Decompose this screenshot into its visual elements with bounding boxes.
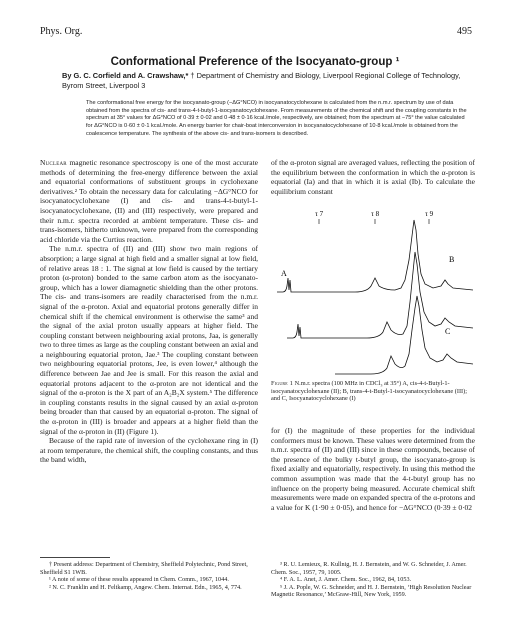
footnote-5: ⁵ J. A. Pople, W. G. Schneider, and H. J. Bernstein, ‘High Resolution Nuclear Magnetic Resonance,’ McGraw-Hill, New York, 1959. (271, 583, 472, 599)
right-column-top (271, 158, 475, 202)
left-column (40, 158, 258, 558)
tau-label-9: τ 9 (425, 210, 434, 218)
author-block (62, 71, 470, 90)
tau-label-7: τ 7 (315, 210, 324, 218)
journal-name: Phys. Org. (40, 26, 83, 37)
figure-caption-label: Figure 1 (271, 380, 294, 387)
right-bottom-paragraph: for (I) the magnitude of these properties for the individual conformers must be known. These values were determined from the n.m.r. spectra of (II) and (III) since in these compounds, because of the presence of the bulky t-butyl group, the isocyanato-group is fixed axially and equatorially, respectively. In using this method the common assumption was made that the 4-t-butyl group has no influence on the property being measured. Accurate chemical shift measurements were made on expanded spectra of the α-protons and a value for K (1·90 ± 0·05), and hence for −ΔG°NCO (0·39 ± 0·02 (271, 426, 475, 512)
article-title: Conformational Preference of the Isocyanato-group ¹ (110, 56, 400, 68)
author-affiliation: † Department of Chemistry and Biology, Liverpool Regional College of Technology, Byrom Street, Liverpool 3 (62, 71, 461, 90)
paragraph-3: Because of the rapid rate of inversion of the cyclohexane ring in (I) at room temperature, the chemical shift, the coupling constants, and thus the band width, (40, 436, 258, 465)
running-header (40, 26, 472, 38)
abstract: The conformational free energy for the isocyanato-group (−ΔG°NCO) in isocyanatocyclohexane is calculated from the n.m.r. spectrum by use of data obtained from the spectra of cis- and trans-4-t-butyl-1-isocyanatocyclohexane. From measurements of the chemical shift and the coupling constants in the spectrum at 35° values for ΔG°NCO of 0·39 ± 0·02 and 0·48 ± 0·16 kcal./mole, respectively, are obtained; from the spectrum at −75° the value calculated for ΔG°NCO is 0·60 ± 0·1 kcal./mole. An energy barrier for chair-boat interconversion in isocyanatocyclohexane of 10·8 kcal./mole is obtained from the coalescence temperature. The synthesis of the above cis- and trans-isomers is described. (86, 100, 467, 137)
paragraph-1-text: magnetic resonance spectroscopy is one of the most accurate methods of determining the free-energy difference between the axial and equatorial conformations of substituent groups in cyclohexane derivatives.² To obtain the necessary data for calculating −ΔG°NCO for isocyanatocyclohexane (I) and cis- and trans-4-t-butyl-1-isocyanatocyclohexane, (II) and (III) respectively, were prepared and their n.m.r. spectra recorded at ambient temperature. These cis- and trans-isomers, hitherto unknown, were prepared from the corresponding acid chloride via the Curtius reaction. (40, 158, 258, 244)
tau-label-8: τ 8 (371, 210, 380, 218)
author-byline: By G. C. Corfield and A. Crawshaw,* (62, 71, 189, 80)
footnotes-left (40, 561, 258, 591)
trace-b-path (287, 252, 473, 338)
footnote-4: ⁴ F. A. L. Anet, J. Amer. Chem. Soc., 1962, 84, 1053. (280, 576, 412, 584)
right-top-paragraph: of the α-proton signal are averaged values, reflecting the position of the equilibrium between the conformation in which the α-proton is equatorial (Ia) and that in which it is axial (Ib). To calculate the equilibrium constant (271, 158, 475, 196)
nmr-spectra-figure (275, 206, 475, 378)
trace-label-c: C (445, 327, 451, 336)
trace-label-b: B (449, 255, 455, 264)
dropcap-word: Nuclear (40, 158, 67, 167)
figure-caption-text: N.m.r. spectra (100 MHz in CDCl₃ at 35°) A, cis-4-t-Butyl-1-isocyanatocyclohexane (II); B, trans-4-t-Butyl-1-isocyanatocyclohexane (III); and C, Isocyanatocyclohexane (I) (271, 380, 467, 403)
footnote-rule (40, 557, 110, 558)
footnote-2: ² N. C. Franklin and H. Feltkamp, Angew. Chem. Internat. Edn., 1965, 4, 774. (49, 583, 242, 591)
figure-caption (271, 380, 475, 403)
right-column-bottom (271, 426, 475, 555)
paragraph-2: The n.m.r. spectra of (II) and (III) show two main regions of absorption; a large signal at high field and a smaller signal at low field, of relative areas 18 : 1. The signal at low field is caused by the tertiary proton (α-proton) bonded to the same carbon atom as the isocyanato-group, which has a lower diamagnetic shielding than the other protons. The cis- and trans-isomers are readily characterised from the n.m.r. signal of the α-proton. Axial and equatorial protons generally differ in chemical shift if the chemical environment is otherwise the same³ and the signal of the axial proton usually appears at higher field. The coupling constant between neighbouring axial protons, Jaa, is generally two to three times as large as the coupling constant between an axial and a neighbouring equatorial proton, Jae.³ The coupling constant between two neighbouring equatorial protons, Jee, is even lower,⁴ although the difference between Jae and Jee is small. For this reason the axial and equatorial protons adjacent to the α-proton are not identical and the signal of the α-proton is the X part of an A₂B₂X system.⁵ The difference in coupling constants results in the signal caused by an axial α-proton being broader than that caused by an equatorial α-proton. The signal of the α-proton in (III) is broader and appears at a higher field than the signal of the α-proton in (II) (Figure 1). (40, 244, 258, 436)
page-number: 495 (457, 26, 472, 37)
footnote-present-address: † Present address: Department of Chemistry, Sheffield Polytechnic, Pond Street, Sheffield S1 1WB. (40, 561, 248, 576)
footnote-3: ³ R. U. Lemieux, R. Kullnig, H. J. Bernstein, and W. G. Schneider, J. Amer. Chem. Soc., 1957, 79, 1005. (271, 561, 467, 576)
footnotes-right (271, 561, 475, 599)
footnote-1: ¹ A note of some of these results appeared in Chem. Comm., 1967, 1044. (49, 576, 229, 584)
trace-c-path (335, 296, 473, 374)
trace-a-path (277, 220, 473, 292)
paragraph-1 (40, 158, 258, 244)
trace-label-a: A (281, 269, 287, 278)
